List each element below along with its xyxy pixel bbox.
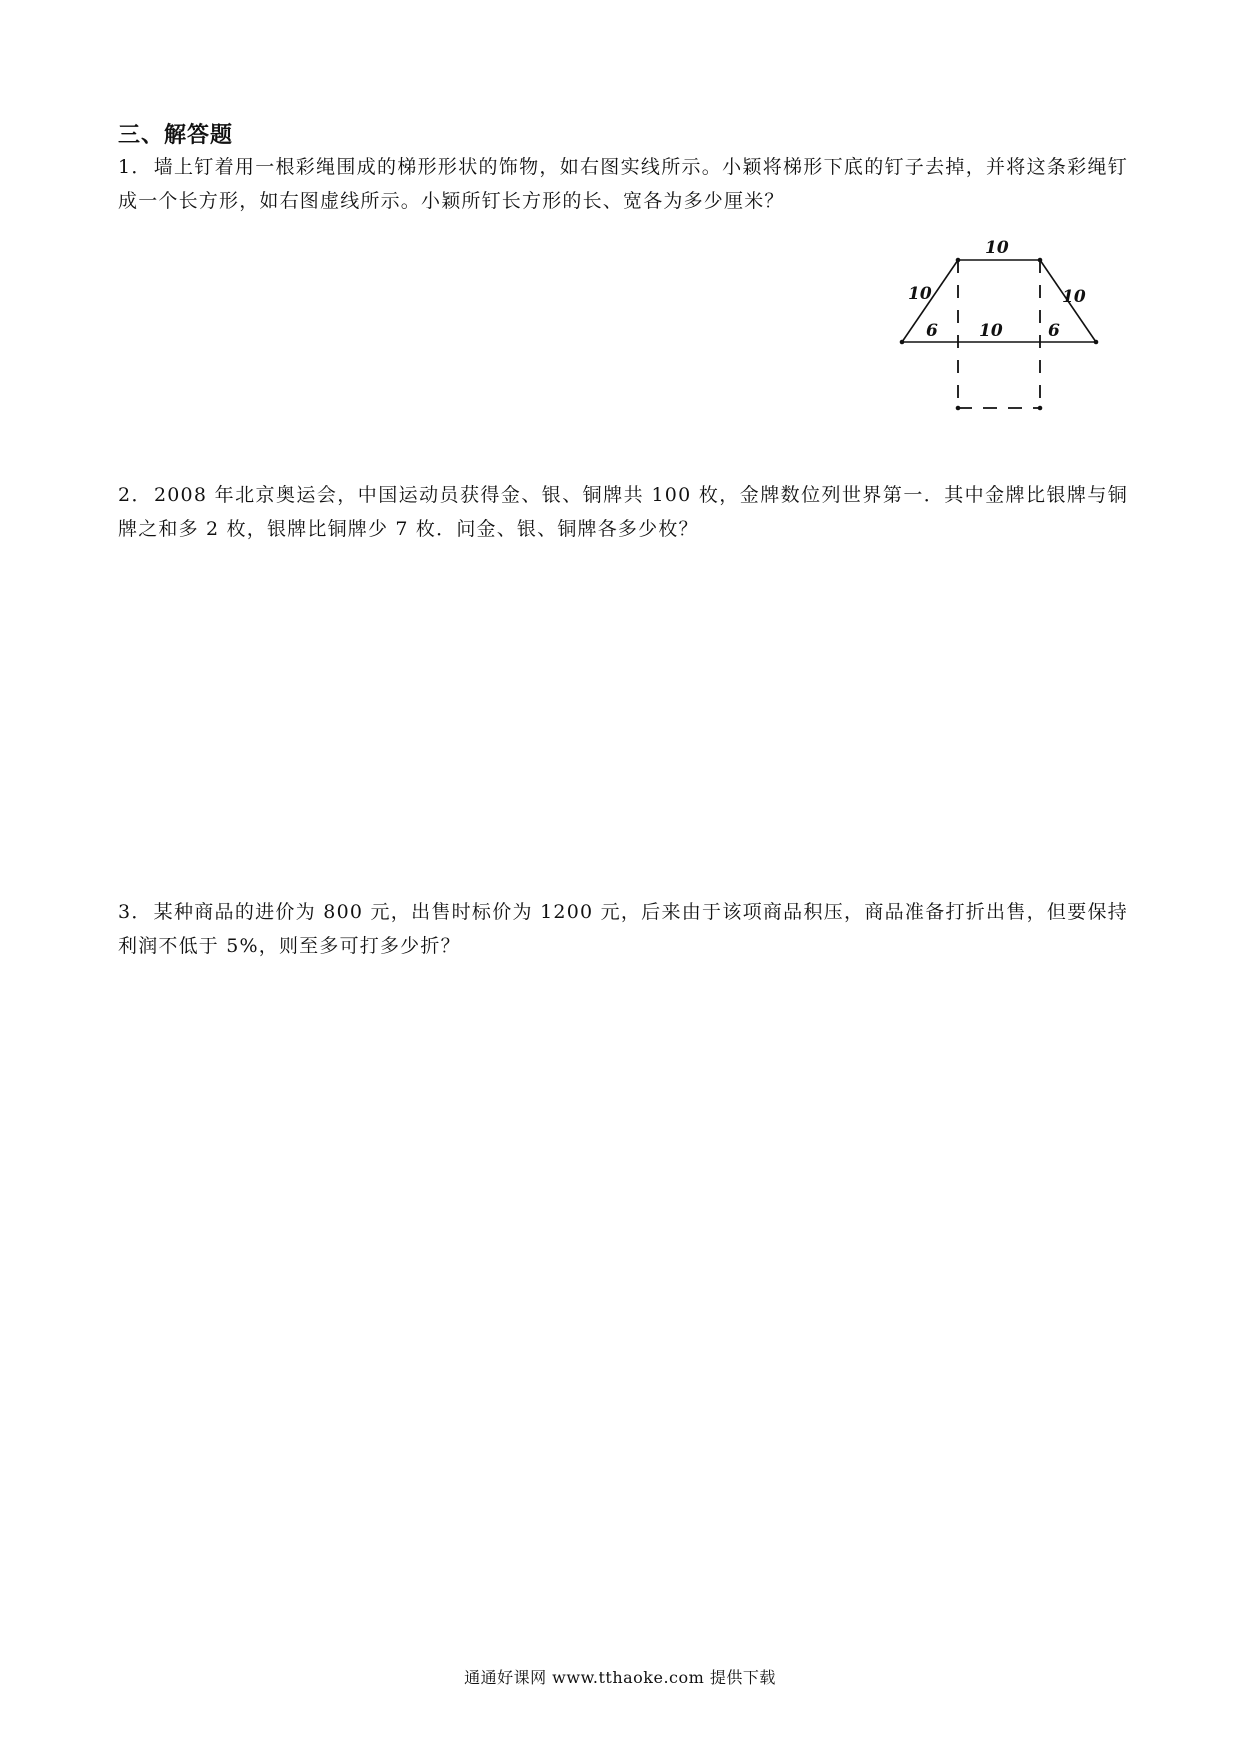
label-top: 10 bbox=[985, 238, 1009, 258]
nail-top-left bbox=[956, 258, 961, 263]
question-2 bbox=[118, 478, 1128, 546]
label-bottom-middle: 10 bbox=[979, 321, 1003, 341]
question-number: 2． bbox=[118, 484, 152, 506]
nail-top-right bbox=[1038, 258, 1043, 263]
question-number: 3． bbox=[118, 901, 152, 923]
question-text: 某种商品的进价为 800 元，出售时标价为 1200 元，后来由于该项商品积压，商品准备打折出售，但要保持利润不低于 5%，则至多可打多少折？ bbox=[118, 901, 1128, 957]
label-left-side: 10 bbox=[908, 284, 932, 304]
label-right-side: 10 bbox=[1062, 287, 1086, 307]
label-bottom-right: 6 bbox=[1048, 321, 1060, 341]
question-number: 1． bbox=[118, 156, 152, 178]
question-text: 墙上钉着用一根彩绳围成的梯形形状的饰物，如右图实线所示。小颖将梯形下底的钉子去掉，并将这条彩绳钉成一个长方形，如右图虚线所示。小颖所钉长方形的长、宽各为多少厘米？ bbox=[118, 156, 1128, 212]
question-1 bbox=[118, 150, 1128, 218]
label-bottom-left: 6 bbox=[926, 321, 938, 341]
nail-bottom-left bbox=[900, 340, 905, 345]
nail-rect-bottom-left bbox=[956, 406, 961, 411]
nail-bottom-right bbox=[1094, 340, 1099, 345]
nail-rect-bottom-right bbox=[1038, 406, 1043, 411]
page-footer: 通通好课网 www.tthaoke.com 提供下载 bbox=[464, 1668, 776, 1687]
question-text: 2008 年北京奥运会，中国运动员获得金、银、铜牌共 100 枚，金牌数位列世界第一．其中金牌比银牌与铜牌之和多 2 枚，银牌比铜牌少 7 枚．问金、银、铜牌各多少枚？ bbox=[118, 484, 1128, 540]
question-3 bbox=[118, 895, 1128, 963]
section-title: 三、解答题 bbox=[118, 123, 234, 148]
trapezoid-rectangle-figure bbox=[890, 230, 1120, 430]
